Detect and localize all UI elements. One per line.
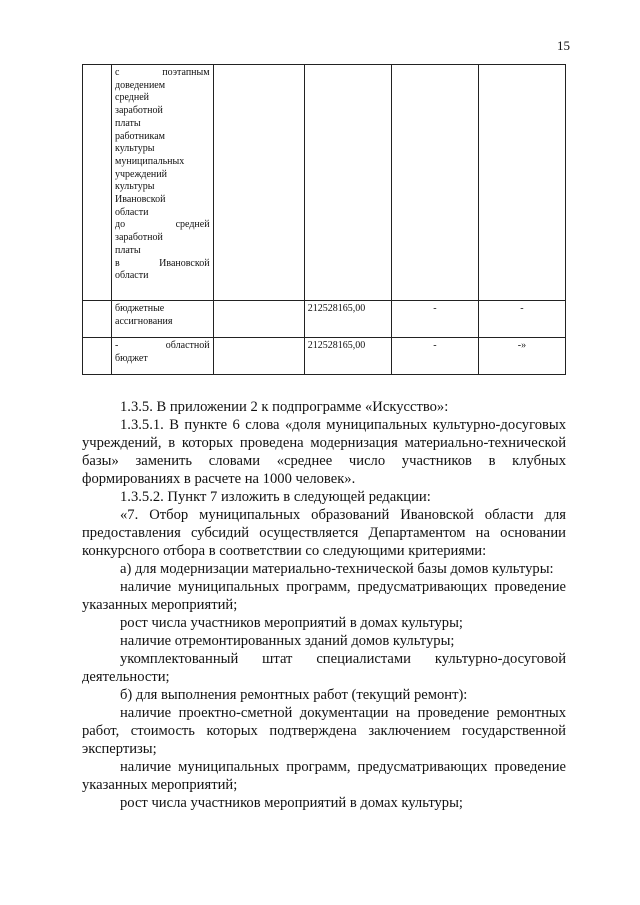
table-cell-empty — [83, 338, 112, 375]
cell-text-line: учреждений — [115, 168, 167, 180]
paragraph: рост числа участников мероприятий в домах культуры; — [120, 615, 463, 631]
cell-text-line: работникам — [115, 130, 165, 142]
page-number: 15 — [557, 38, 570, 53]
cell-text-line: муниципальных — [115, 155, 185, 167]
paragraph: 1.3.5. В приложении 2 к подпрограмме «Искусство»: — [120, 399, 449, 415]
cell-text-line: платы — [115, 244, 141, 256]
table-cell-value: - — [391, 338, 478, 375]
cell-text-line: заработной — [115, 105, 163, 117]
table-cell-value — [478, 65, 565, 301]
table-cell-value: - — [391, 301, 478, 338]
cell-text-line: в Ивановской — [115, 257, 210, 269]
paragraph: 1.3.5.2. Пункт 7 изложить в следующей редакции: — [120, 489, 431, 505]
cell-text-line: области — [115, 270, 149, 282]
cell-text-line: - областной — [115, 340, 210, 351]
cell-text-line: культуры — [115, 181, 155, 193]
paragraph: наличие отремонтированных зданий домов культуры; — [120, 633, 455, 649]
cell-text-line: с поэтапным — [115, 67, 210, 78]
table-row — [83, 301, 566, 338]
table-row — [83, 338, 566, 375]
cell-text-line: средней — [115, 92, 149, 104]
table-cell-amount — [304, 65, 391, 301]
table-cell-amount: 212528165,00 — [304, 338, 391, 375]
paragraph: «7. Отбор муниципальных образований Ивановской области для предоставления субсидий осуществляется Департаментом на основании конкурсного отбора в соответствии со следующими критериями: — [82, 507, 566, 559]
table-cell-description — [112, 338, 214, 375]
cell-text-line: ассигнования — [115, 315, 173, 327]
table-cell-description — [112, 65, 214, 301]
paragraph: рост числа участников мероприятий в домах культуры; — [120, 795, 463, 811]
cell-text-line: Ивановской — [115, 194, 166, 206]
paragraph: наличие муниципальных программ, предусматривающих проведение указанных мероприятий; — [82, 759, 566, 793]
cell-text-line: платы — [115, 117, 141, 129]
budget-table — [82, 64, 566, 375]
table-cell-empty — [83, 301, 112, 338]
table-row — [83, 65, 566, 301]
paragraph: б) для выполнения ремонтных работ (текущий ремонт): — [120, 687, 468, 703]
paragraph: укомплектованный штат специалистами культурно-досуговой деятельности; — [82, 651, 566, 685]
table-cell-empty — [213, 301, 304, 338]
cell-text-line: до средней — [115, 219, 210, 231]
table-cell-value: - — [478, 301, 565, 338]
paragraph: наличие муниципальных программ, предусматривающих проведение указанных мероприятий; — [82, 579, 566, 613]
cell-text-line: заработной — [115, 232, 163, 244]
table-cell-amount: 212528165,00 — [304, 301, 391, 338]
cell-text-line: бюджет — [115, 352, 148, 364]
document-body — [82, 398, 566, 812]
table-cell-description — [112, 301, 214, 338]
table-cell-empty — [213, 338, 304, 375]
cell-text-line: бюджетные — [115, 303, 165, 314]
cell-text-line: культуры — [115, 143, 155, 155]
cell-text-line: области — [115, 206, 149, 218]
cell-text-line: доведением — [115, 79, 166, 91]
paragraph: 1.3.5.1. В пункте 6 слова «доля муниципальных культурно-досуговых учреждений, в которых проведена модернизация материально-технической базы» заменить словами «среднее число участников в клубных формированиях в расчете на 1000 человек». — [82, 417, 566, 487]
paragraph: а) для модернизации материально-технической базы домов культуры: — [120, 561, 554, 577]
table-cell-empty — [213, 65, 304, 301]
paragraph: наличие проектно-сметной документации на проведение ремонтных работ, стоимость которых подтверждена заключением государственной экспертизы; — [82, 705, 566, 757]
table-cell-empty — [83, 65, 112, 301]
table-cell-value — [391, 65, 478, 301]
table-cell-value: -» — [478, 338, 565, 375]
